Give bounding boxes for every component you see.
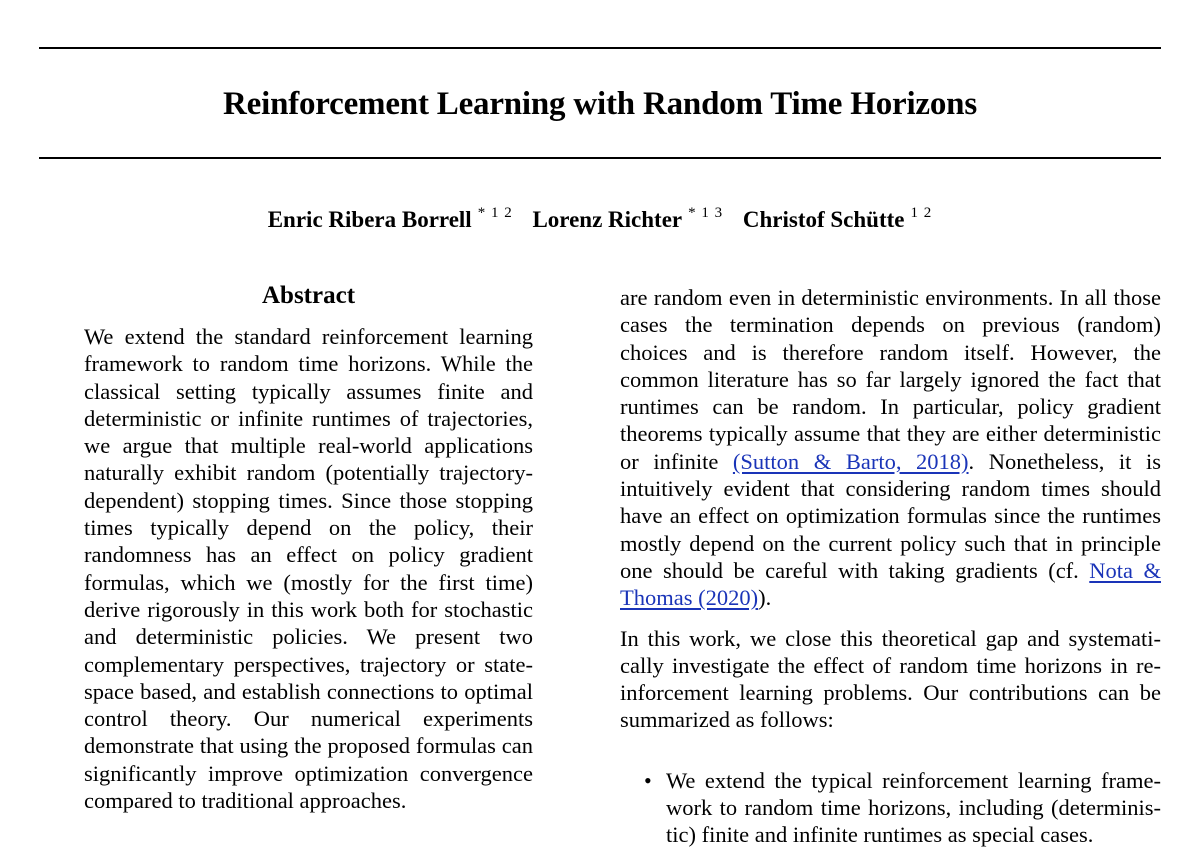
intro-text: are random even in deterministic environments. In all those cases the termination depends on previous (random) choices and is therefore random itself. However, the common literature has so far largely ignored the fact that runtimes can be random. In particular, policy gradient theorems typically assume that they are either deterministic or infinite xyxy=(620,285,1161,474)
author-affiliation-marks: * 1 3 xyxy=(688,205,724,221)
list-item-text: We extend the typical reinforcement learning framework to random time horizons, including (deterministic) finite and infinite runtimes as special cases. xyxy=(666,767,1161,848)
author-list xyxy=(0,204,1200,239)
author-affiliation-marks: * 1 2 xyxy=(477,205,513,221)
author-3 xyxy=(743,207,932,232)
abstract-heading: Abstract xyxy=(261,282,356,309)
intro-paragraph-1 xyxy=(620,284,1161,612)
left-column xyxy=(84,281,533,814)
author-name: Lorenz Richter xyxy=(532,207,683,232)
intro-paragraph-2: In this work, we close this theoretical gap and systematically investigate the effect of random time horizons in reinforcement learning problems. Our contributions can be summarized as follows: xyxy=(620,625,1161,733)
list-item xyxy=(644,767,1161,849)
author-2 xyxy=(532,207,723,232)
citation-link-sutton-barto[interactable]: (Sutton & Barto, 2018) xyxy=(732,448,969,474)
author-name: Christof Schütte xyxy=(742,207,905,232)
abstract-text: We extend the standard reinforcement learning framework to random time horizons. While the classical setting typically assumes finite and deterministic or infinite runtimes of trajectories, we argue that multiple real-world applications naturally exhibit random (potentially trajectory-dependent) stopping times. Since those stopping times typically depend on the policy, their randomness has an effect on policy gradient formulas, which we (mostly for the first time) derive rigorously in this work both for stochastic and deterministic policies. We present two complementary perspectives, trajectory or state-space based, and establish connections to optimal control theory. Our numerical experiments demonstrate that using the proposed formulas can significantly improve optimization convergence compared to traditional approaches. xyxy=(84,324,533,814)
citation-link-nota-thomas[interactable]: Nota & Thomas (2020) xyxy=(620,557,1161,611)
contributions-list xyxy=(620,767,1161,849)
title-rule-bottom xyxy=(39,157,1161,159)
right-column xyxy=(620,284,1161,849)
author-1 xyxy=(268,207,513,232)
title-rule-top xyxy=(39,47,1161,49)
intro-text: . Nonetheless, it is intuitively evident that considering random times should have an effect on optimization formulas since the runtimes mostly depend on the current policy such that in principle one should be careful with taking gradients (cf. xyxy=(620,448,1162,583)
author-name: Enric Ribera Borrell xyxy=(267,207,472,232)
bullet-icon: • xyxy=(644,767,652,793)
paper-title: Reinforcement Learning with Random Time Horizons xyxy=(223,86,977,122)
author-affiliation-marks: 1 2 xyxy=(910,205,933,221)
intro-text: ). xyxy=(758,585,772,611)
